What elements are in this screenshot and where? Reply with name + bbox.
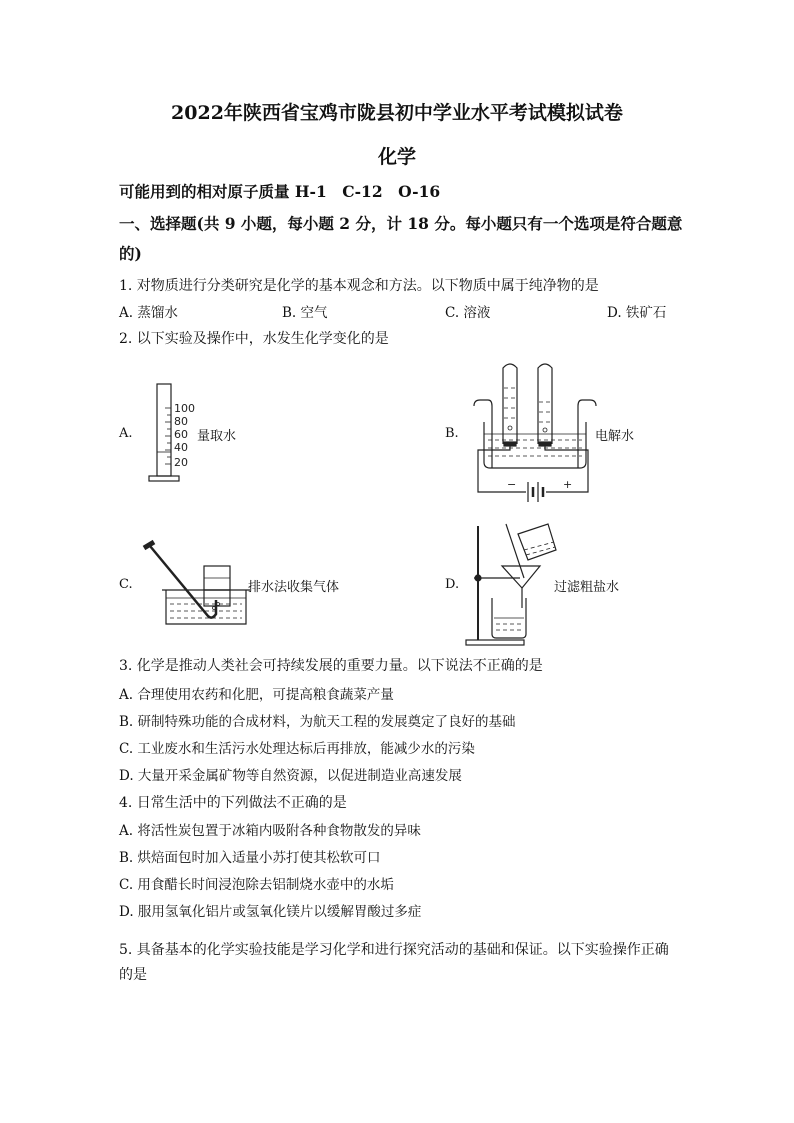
q2-option-b-letter: B. [445, 426, 459, 441]
atomic-mass-line: 可能用到的相对原子质量 H-1 C-12 O-16 [119, 182, 441, 201]
question-3-stem: 3. 化学是推动人类社会可持续发展的重要力量。以下说法不正确的是 [119, 658, 543, 674]
section-heading-line2: 的) [119, 244, 142, 263]
q4-option-b: B. 烘焙面包时加入适量小苏打使其松软可口 [119, 850, 381, 866]
q3-option-a: A. 合理使用农药和化肥，可提高粮食蔬菜产量 [119, 687, 394, 703]
q2-option-c-letter: C. [119, 577, 133, 592]
q1-option-a: A. 蒸馏水 [119, 305, 178, 321]
q1-option-b: B. 空气 [282, 305, 328, 321]
q2-option-a-caption: 量取水 [197, 429, 237, 444]
q3-option-c: C. 工业废水和生活污水处理达标后再排放，能减少水的污染 [119, 741, 475, 757]
cylinder-tick-100: 100 [174, 402, 195, 415]
section-heading-line1: 一、选择题(共 9 小题，每小题 2 分，计 18 分。每小题只有一个选项是符合题意 [119, 214, 683, 233]
cylinder-tick-60: 60 [174, 428, 188, 441]
battery-positive-sign: + [563, 478, 573, 491]
q3-option-b: B. 研制特殊功能的合成材料，为航天工程的发展奠定了良好的基础 [119, 714, 516, 730]
page-title: 2022年陕西省宝鸡市陇县初中学业水平考试模拟试卷 [171, 102, 623, 124]
q2-option-d-caption: 过滤粗盐水 [554, 580, 620, 595]
q2-option-d-letter: D. [445, 577, 460, 592]
subject-title: 化学 [377, 146, 416, 168]
q3-option-d: D. 大量开采金属矿物等自然资源，以促进制造业高速发展 [119, 768, 462, 784]
q4-option-c: C. 用食醋长时间浸泡除去铝制烧水壶中的水垢 [119, 877, 394, 893]
q2-option-b-caption: 电解水 [595, 429, 635, 444]
cylinder-tick-40: 40 [174, 441, 188, 454]
graduated-cylinder-diagram [145, 382, 205, 487]
q4-option-a: A. 将活性炭包置于冰箱内吸附各种食物散发的异味 [119, 823, 421, 839]
electrolysis-diagram [470, 358, 600, 498]
cylinder-tick-80: 80 [174, 415, 188, 428]
question-1-stem: 1. 对物质进行分类研究是化学的基本观念和方法。以下物质中属于纯净物的是 [119, 278, 599, 294]
q1-option-d: D. 铁矿石 [607, 305, 667, 321]
q1-option-c: C. 溶液 [445, 305, 491, 321]
battery-negative-sign: − [507, 478, 517, 491]
q2-option-a-letter: A. [119, 426, 133, 441]
question-2-stem: 2. 以下实验及操作中，水发生化学变化的是 [119, 331, 389, 347]
q2-option-c-caption: 排水法收集气体 [248, 580, 340, 595]
question-5-stem-line1: 5. 具备基本的化学实验技能是学习化学和进行探究活动的基础和保证。以下实验操作正确 [119, 942, 669, 958]
question-5-stem-line2: 的是 [119, 967, 147, 983]
water-displacement-diagram [138, 538, 253, 630]
filtration-diagram [462, 520, 562, 648]
q4-option-d: D. 服用氢氧化铝片或氢氧化镁片以缓解胃酸过多症 [119, 904, 422, 920]
question-4-stem: 4. 日常生活中的下列做法不正确的是 [119, 795, 347, 811]
cylinder-tick-20: 20 [174, 456, 188, 469]
